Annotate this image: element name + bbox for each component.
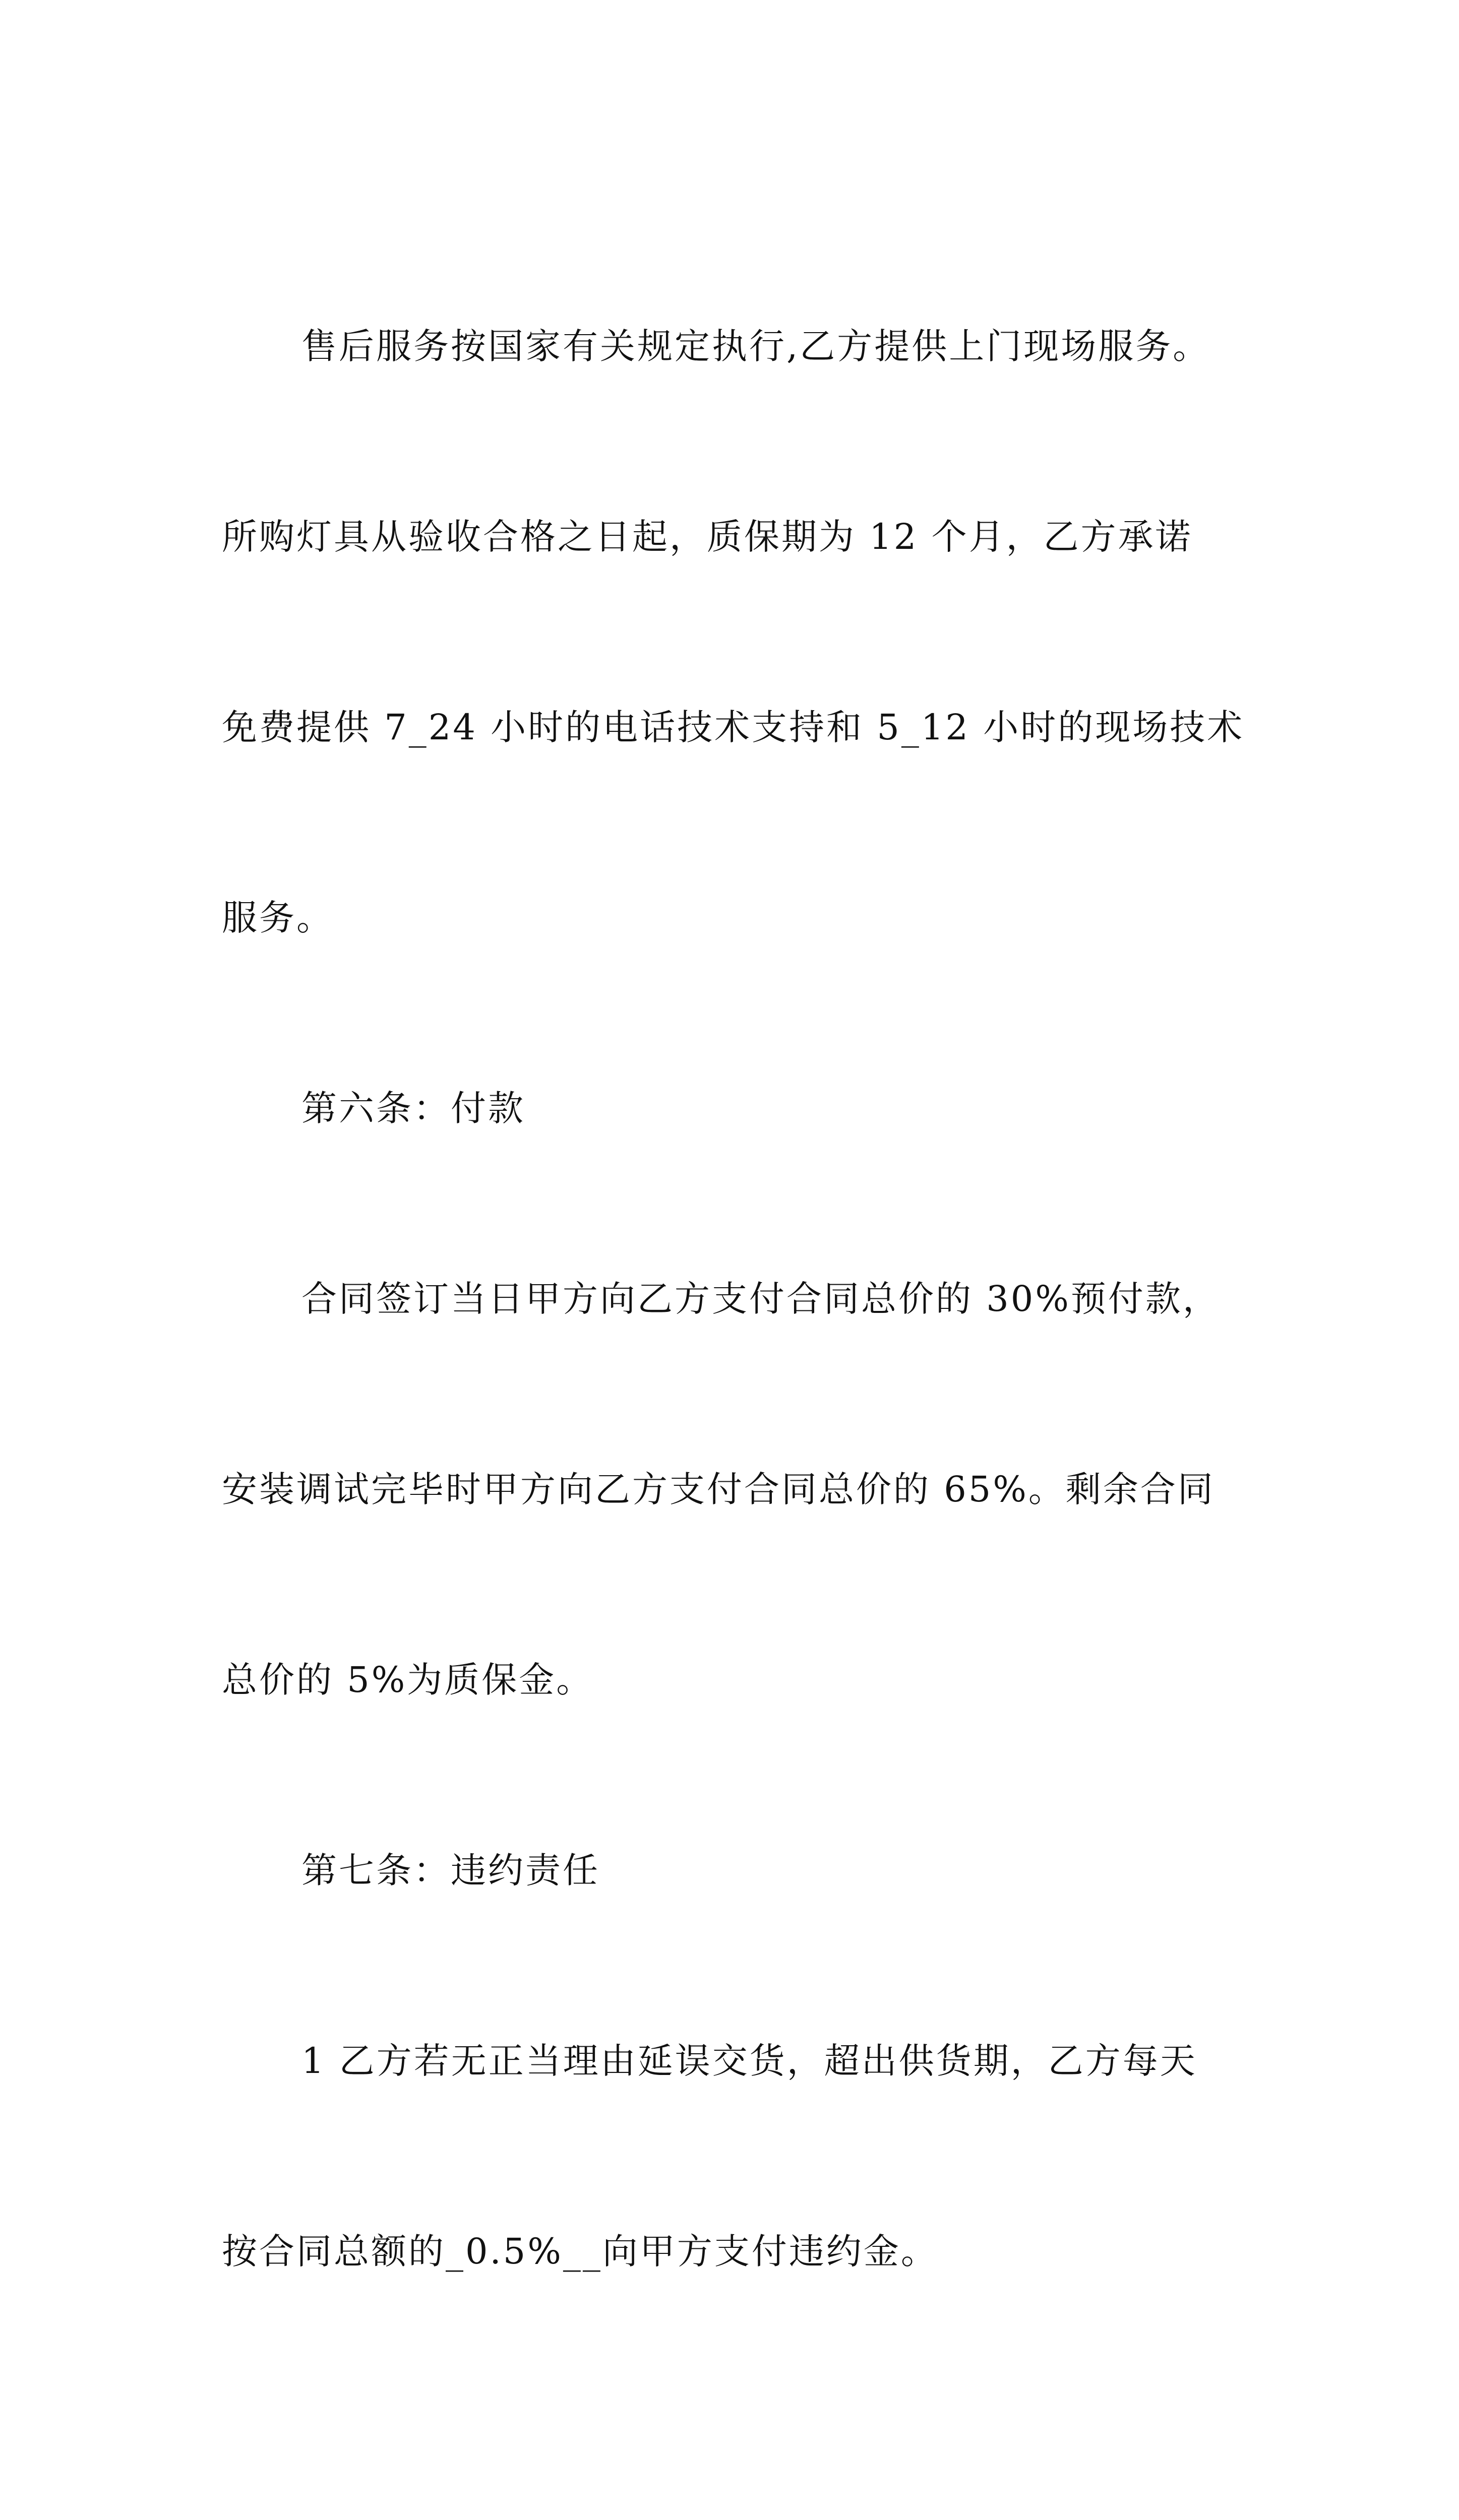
article-7-heading: 第七条：违约责任 bbox=[301, 1850, 600, 1891]
text-line: 总价的 5%为质保金。 bbox=[222, 1659, 594, 1700]
paragraph-after-sales bbox=[222, 187, 1296, 1077]
text-line: 合同签订当日甲方向乙方支付合同总价的 30%预付款， bbox=[301, 1278, 1220, 1319]
contract-text bbox=[222, 187, 1296, 2520]
text-line: 所购灯具从验收合格之日起，质保期为 12 个月，乙方承诺 bbox=[222, 516, 1193, 557]
paragraph-breach-2 bbox=[222, 2410, 1296, 2520]
article-6-heading: 第六条：付款 bbox=[301, 1088, 525, 1129]
text-line: 按合同总额的_0.5%__向甲方支付违约金。 bbox=[222, 2231, 938, 2272]
paragraph-payment bbox=[222, 1140, 1296, 1839]
text-line: 安装调试完毕时甲方向乙方支付合同总价的 65%。剩余合同 bbox=[222, 1469, 1215, 1510]
paragraph-breach-1 bbox=[222, 1902, 1296, 2410]
text-line: 售后服务按国家有关规定执行,乙方提供上门现场服务。 bbox=[301, 326, 1210, 367]
text-line: 1 乙方若无正当理由延误交货，超出供货期，乙方每天 bbox=[301, 2040, 1197, 2082]
text-line: 免费提供 7_24 小时的电话技术支持和 5_12 小时的现场技术 bbox=[222, 707, 1245, 748]
text-line: 服务。 bbox=[222, 897, 334, 938]
